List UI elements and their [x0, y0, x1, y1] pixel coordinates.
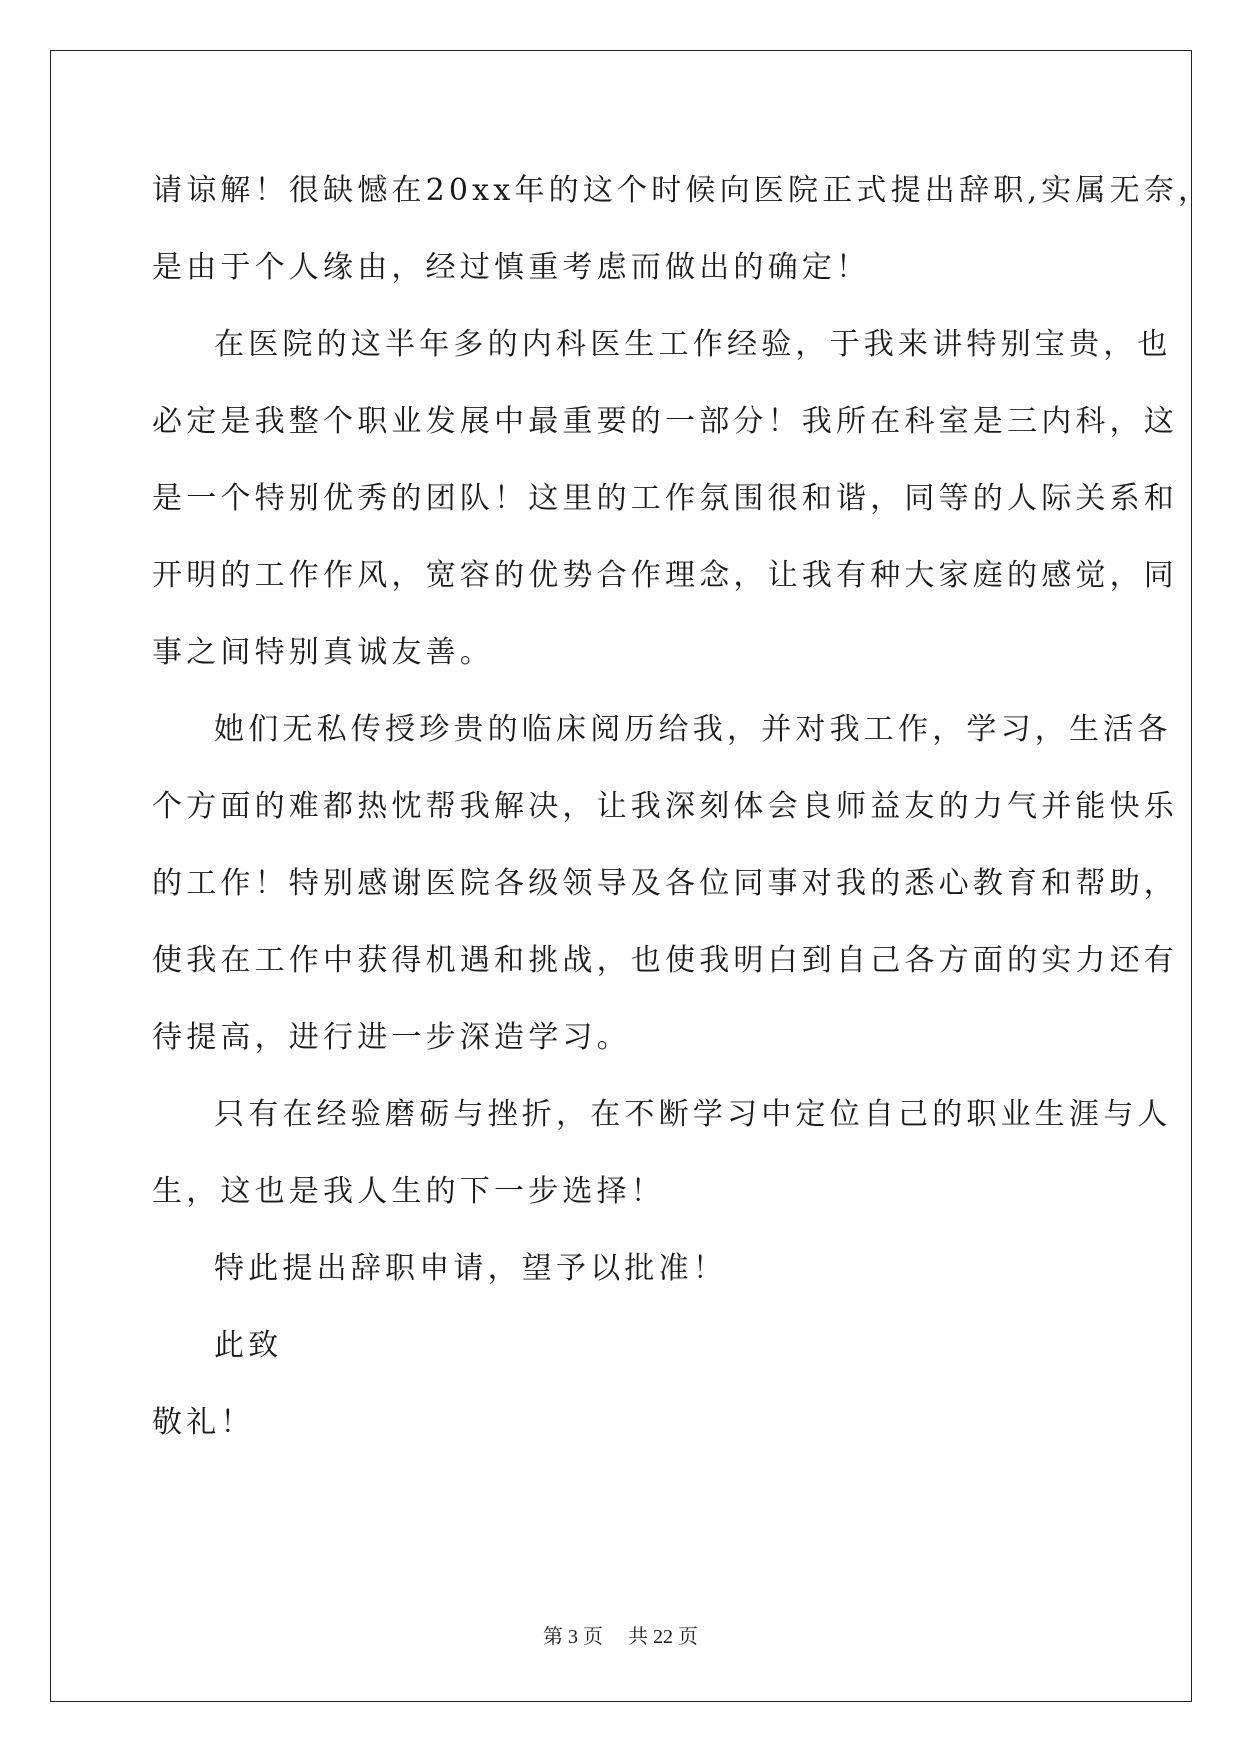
text-line: 使我在工作中获得机遇和挑战，也使我明白到自己各方面的实力还有	[152, 943, 1178, 978]
text-line: 只有在经验磨砺与挫折，在不断学习中定位自己的职业生涯与人	[214, 1097, 1172, 1132]
text-line: 她们无私传授珍贵的临床阅历给我，并对我工作，学习，生活各	[214, 712, 1172, 747]
text-line: 事之间特别真诚友善。	[152, 635, 494, 670]
salutation-line: 敬礼！	[152, 1405, 255, 1440]
text-line: 在医院的这半年多的内科医生工作经验，于我来讲特别宝贵，也	[214, 327, 1172, 362]
text-line: 开明的工作作风，宽容的优势合作理念，让我有种大家庭的感觉，同	[152, 558, 1178, 593]
page-number: 第 3 页 共 22 页	[543, 1626, 698, 1648]
text-line: 的工作！特别感谢医院各级领导及各位同事对我的悉心教育和帮助，	[152, 866, 1178, 901]
text-line: 是一个特别优秀的团队！这里的工作氛围很和谐，同等的人际关系和	[152, 481, 1178, 516]
closing-line: 此致	[214, 1328, 283, 1363]
text-line: 特此提出辞职申请，望予以批准！	[214, 1251, 727, 1286]
text-line: 生，这也是我人生的下一步选择！	[152, 1174, 665, 1209]
text-line: 必定是我整个职业发展中最重要的一部分！我所在科室是三内科，这	[152, 404, 1178, 439]
text-line: 是由于个人缘由，经过慎重考虑而做出的确定！	[152, 250, 871, 285]
text-line: 个方面的难都热忱帮我解决，让我深刻体会良师益友的力气并能快乐	[152, 789, 1178, 824]
text-line: 请谅解！很缺憾在20xx年的这个时候向医院正式提出辞职,实属无奈，	[152, 173, 1213, 208]
text-line: 待提高，进行进一步深造学习。	[152, 1020, 631, 1055]
letter-body	[152, 152, 1213, 1461]
